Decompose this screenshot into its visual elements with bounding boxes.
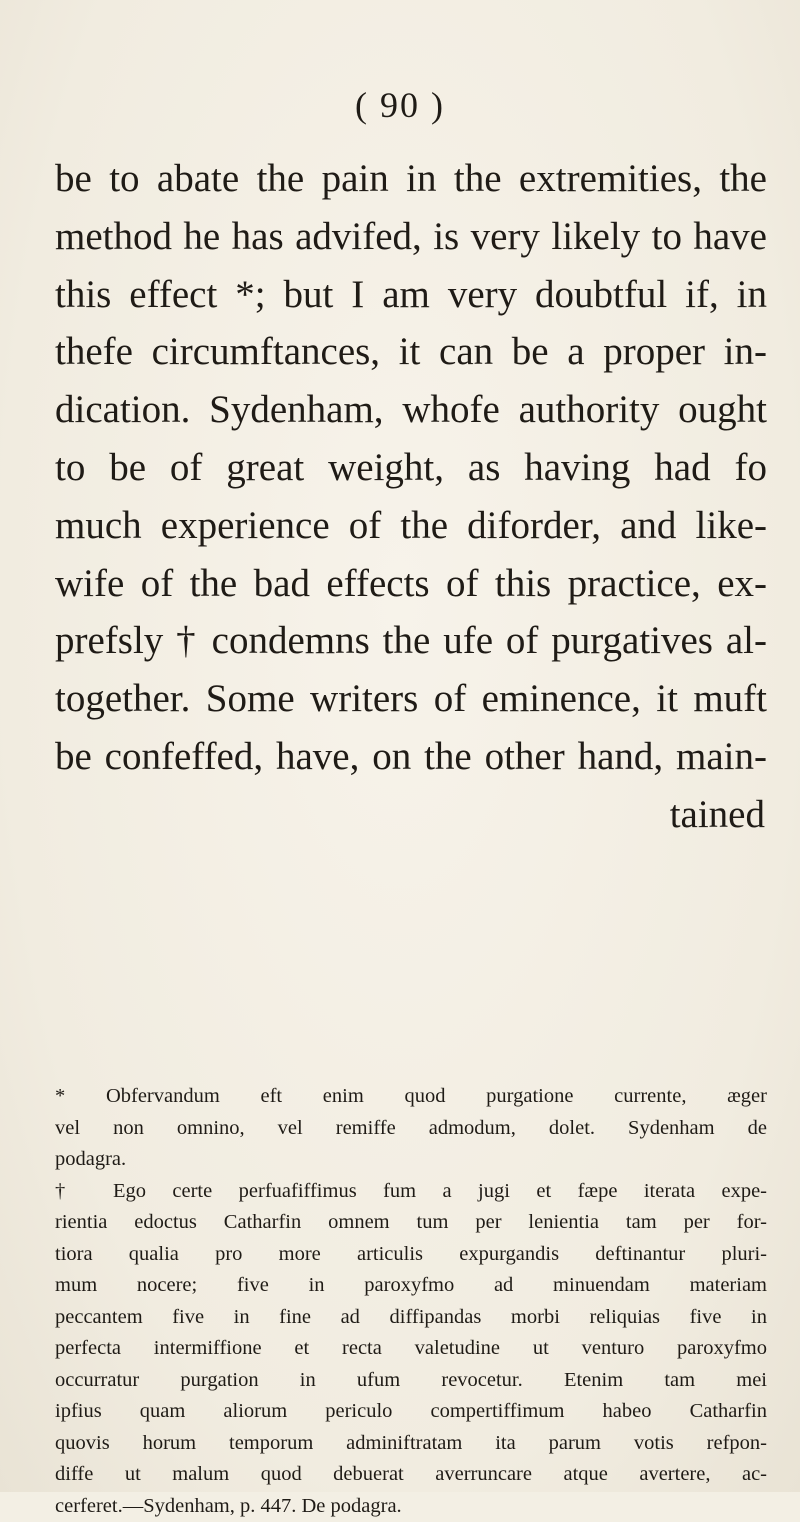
footnote-line: perfecta intermiffione et recta valetudine ut venturo paroxyfmo: [55, 1333, 767, 1365]
footnote-line: diffe ut malum quod debuerat averruncare atque avertere, ac-: [55, 1459, 767, 1491]
footnote-line: ipfius quam aliorum periculo compertiffimum habeo Catharfin: [55, 1396, 767, 1428]
footnote-line: * Obfervandum eft enim quod purgatione currente, æger: [55, 1081, 767, 1113]
footnote-line: occurratur purgation in ufum revocetur. Etenim tam mei: [55, 1365, 767, 1397]
footnote-line: vel non omnino, vel remiffe admodum, dolet. Sydenham de: [55, 1113, 767, 1145]
text-line: much experience of the diforder, and like-: [55, 497, 767, 555]
page-number: ( 90 ): [0, 84, 800, 126]
text-line: method he has advifed, is very likely to have: [55, 208, 767, 266]
text-line: dication. Sydenham, whofe authority ought: [55, 381, 767, 439]
text-line: to be of great weight, as having had fo: [55, 439, 767, 497]
text-line: together. Some writers of eminence, it muft: [55, 670, 767, 728]
footnotes-block: [55, 1081, 767, 1522]
footnote-line: cerferet.—Sydenham, p. 447. De podagra.: [55, 1491, 767, 1522]
text-line: be confeffed, have, on the other hand, main-: [55, 728, 767, 786]
text-line: be to abate the pain in the extremities, the: [55, 150, 767, 208]
text-line: this effect *; but I am very doubtful if, in: [55, 266, 767, 324]
footnote-line: podagra.: [55, 1144, 767, 1176]
text-line: prefsly † condemns the ufe of purgatives al-: [55, 612, 767, 670]
text-line: thefe circumftances, it can be a proper in-: [55, 323, 767, 381]
footnote-line: quovis horum temporum adminiftratam ita parum votis refpon-: [55, 1428, 767, 1460]
footnote-line: rientia edoctus Catharfin omnem tum per lenientia tam per for-: [55, 1207, 767, 1239]
footnote-line: mum nocere; five in paroxyfmo ad minuendam materiam: [55, 1270, 767, 1302]
text-line: wife of the bad effects of this practice, ex-: [55, 555, 767, 613]
catchword: tained: [55, 786, 767, 844]
main-text-block: [55, 150, 767, 844]
footnote-line: † Ego certe perfuafiffimus fum a jugi et fæpe iterata expe-: [55, 1176, 767, 1208]
footnote-line: peccantem five in fine ad diffipandas morbi reliquias five in: [55, 1302, 767, 1334]
footnote-line: tiora qualia pro more articulis expurgandis deftinantur pluri-: [55, 1239, 767, 1271]
